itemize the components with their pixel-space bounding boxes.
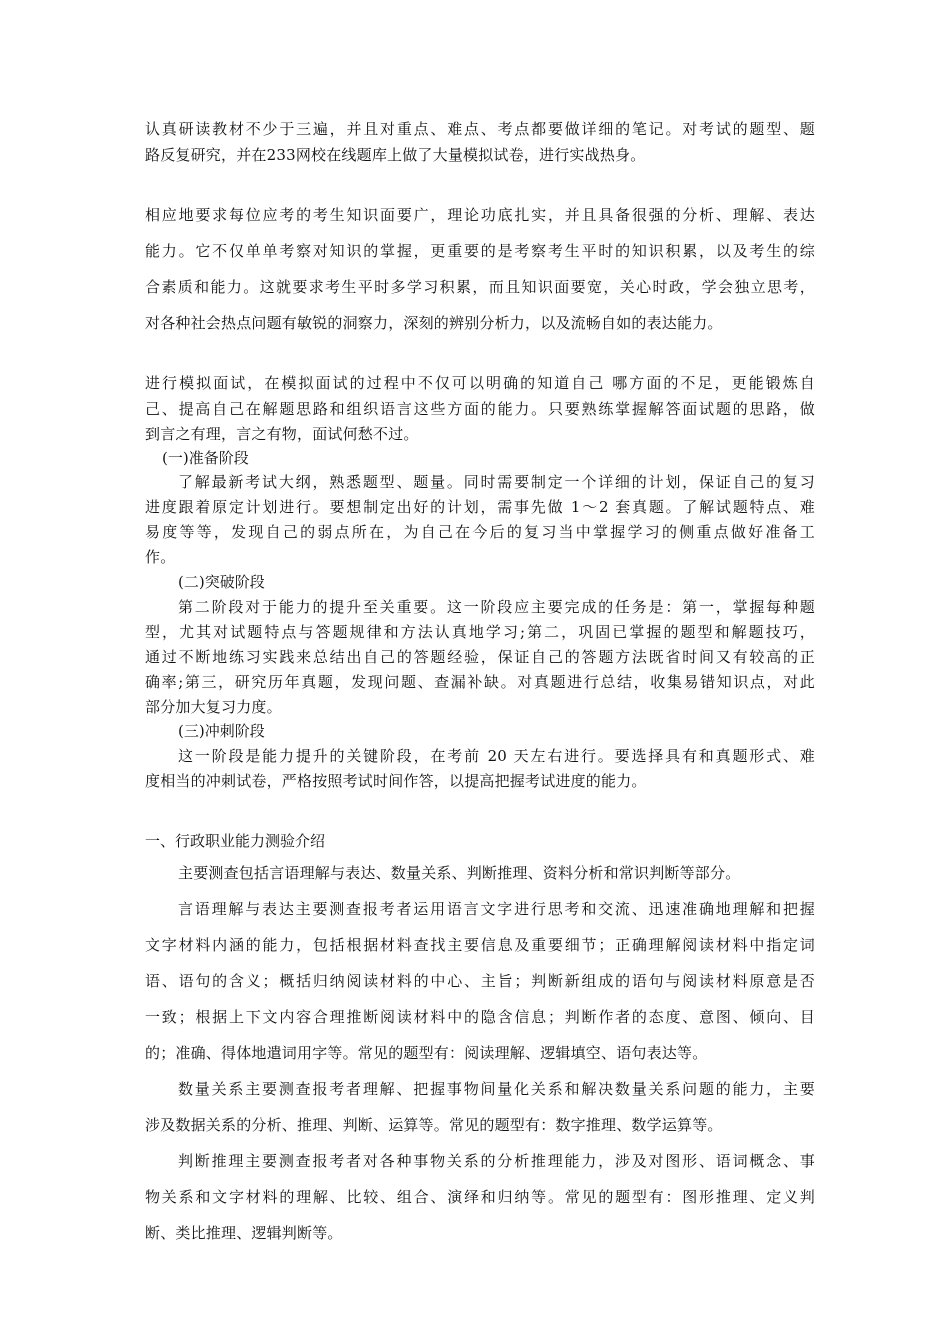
paragraph-line: 到言之有理，言之有物，面试何愁不过。 [145,425,419,443]
paragraph-line: 判断推理主要测查报考者对各种事物关系的分析推理能力，涉及对图形、语词概念、事 [178,1152,815,1170]
paragraph-line: 一致；根据上下文内容合理推断阅读材料中的隐含信息；判断作者的态度、意图、倾向、目 [145,1008,815,1026]
paragraph-line: 断、类比推理、逻辑判断等。 [145,1224,343,1242]
paragraph-line: 己、提高自己在解题思路和组织语言这些方面的能力。只要熟练掌握解答面试题的思路，做 [145,400,815,418]
paragraph-line: 言语理解与表达主要测查报考者运用语言文字进行思考和交流、迅速准确地理解和把握 [178,900,815,918]
paragraph-line: 进度跟着原定计划进行。要想制定出好的计划，需事先做 1～2 套真题。了解试题特点、难 [145,498,815,516]
paragraph-line: 对各种社会热点问题有敏锐的洞察力，深刻的辨别分析力，以及流畅自如的表达能力。 [145,314,723,332]
paragraph-line: 涉及数据关系的分析、推理、判断、运算等。常见的题型有：数字推理、数学运算等。 [145,1116,723,1134]
paragraph-line: 能力。它不仅单单考察对知识的掌握，更重要的是考察考生平时的知识积累，以及考生的综 [145,242,815,260]
paragraph-line: 物关系和文字材料的理解、比较、组合、演绎和归纳等。常见的题型有：图形推理、定义判 [145,1188,815,1206]
paragraph-line: 相应地要求每位应考的考生知识面要广，理论功底扎实，并且具备很强的分析、理解、表达 [145,206,815,224]
paragraph-line: 度相当的冲刺试卷，严格按照考试时间作答，以提高把握考试进度的能力。 [145,772,647,790]
paragraph-line: 作。 [145,548,176,566]
paragraph-line: 进行模拟面试，在模拟面试的过程中不仅可以明确的知道自己 哪方面的不足，更能锻炼自 [145,374,815,392]
paragraph-line: 这一阶段是能力提升的关键阶段，在考前 20 天左右进行。要选择具有和真题形式、难 [178,747,815,765]
paragraph-line: 确率;第三，研究历年真题，发现问题、查漏补缺。对真题进行总结，收集易错知识点，对此 [145,673,815,691]
paragraph-line: 认真研读教材不少于三遍，并且对重点、难点、考点都要做详细的笔记。对考试的题型、题 [145,120,815,138]
section-title: 一、行政职业能力测验介绍 [145,832,326,850]
stage-heading: (一)准备阶段 [162,449,249,467]
paragraph-line: 合素质和能力。这就要求考生平时多学习积累，而且知识面要宽，关心时政，学会独立思考， [145,278,815,296]
paragraph-line: 语、语句的含义；概括归纳阅读材料的中心、主旨；判断新组成的语句与阅读材料原意是否 [145,972,815,990]
paragraph-line: 了解最新考试大纲，熟悉题型、题量。同时需要制定一个详细的计划，保证自己的复习 [178,473,815,491]
stage-heading: (二)突破阶段 [178,573,265,591]
stage-heading: (三)冲刺阶段 [178,722,265,740]
paragraph-line: 数量关系主要测查报考者理解、把握事物间量化关系和解决数量关系问题的能力，主要 [178,1080,815,1098]
paragraph-line: 路反复研究，并在233网校在线题库上做了大量模拟试卷，进行实战热身。 [145,146,646,164]
paragraph-line: 部分加大复习力度。 [145,698,282,716]
paragraph-line: 通过不断地练习实践来总结出自己的答题经验，保证自己的答题方法既省时间又有较高的正 [145,648,815,666]
paragraph-line: 的；准确、得体地遣词用字等。常见的题型有：阅读理解、逻辑填空、语句表达等。 [145,1044,708,1062]
paragraph-line: 文字材料内涵的能力，包括根据材料查找主要信息及重要细节；正确理解阅读材料中指定词 [145,936,815,954]
paragraph-line: 第二阶段对于能力的提升至关重要。这一阶段应主要完成的任务是：第一，掌握每种题 [178,598,815,616]
paragraph-line: 主要测查包括言语理解与表达、数量关系、判断推理、资料分析和常识判断等部分。 [178,864,741,882]
paragraph-line: 型，尤其对试题特点与答题规律和方法认真地学习;第二，巩固已掌握的题型和解题技巧， [145,623,815,641]
paragraph-line: 易度等等，发现自己的弱点所在，为自己在今后的复习当中掌握学习的侧重点做好准备工 [145,523,815,541]
